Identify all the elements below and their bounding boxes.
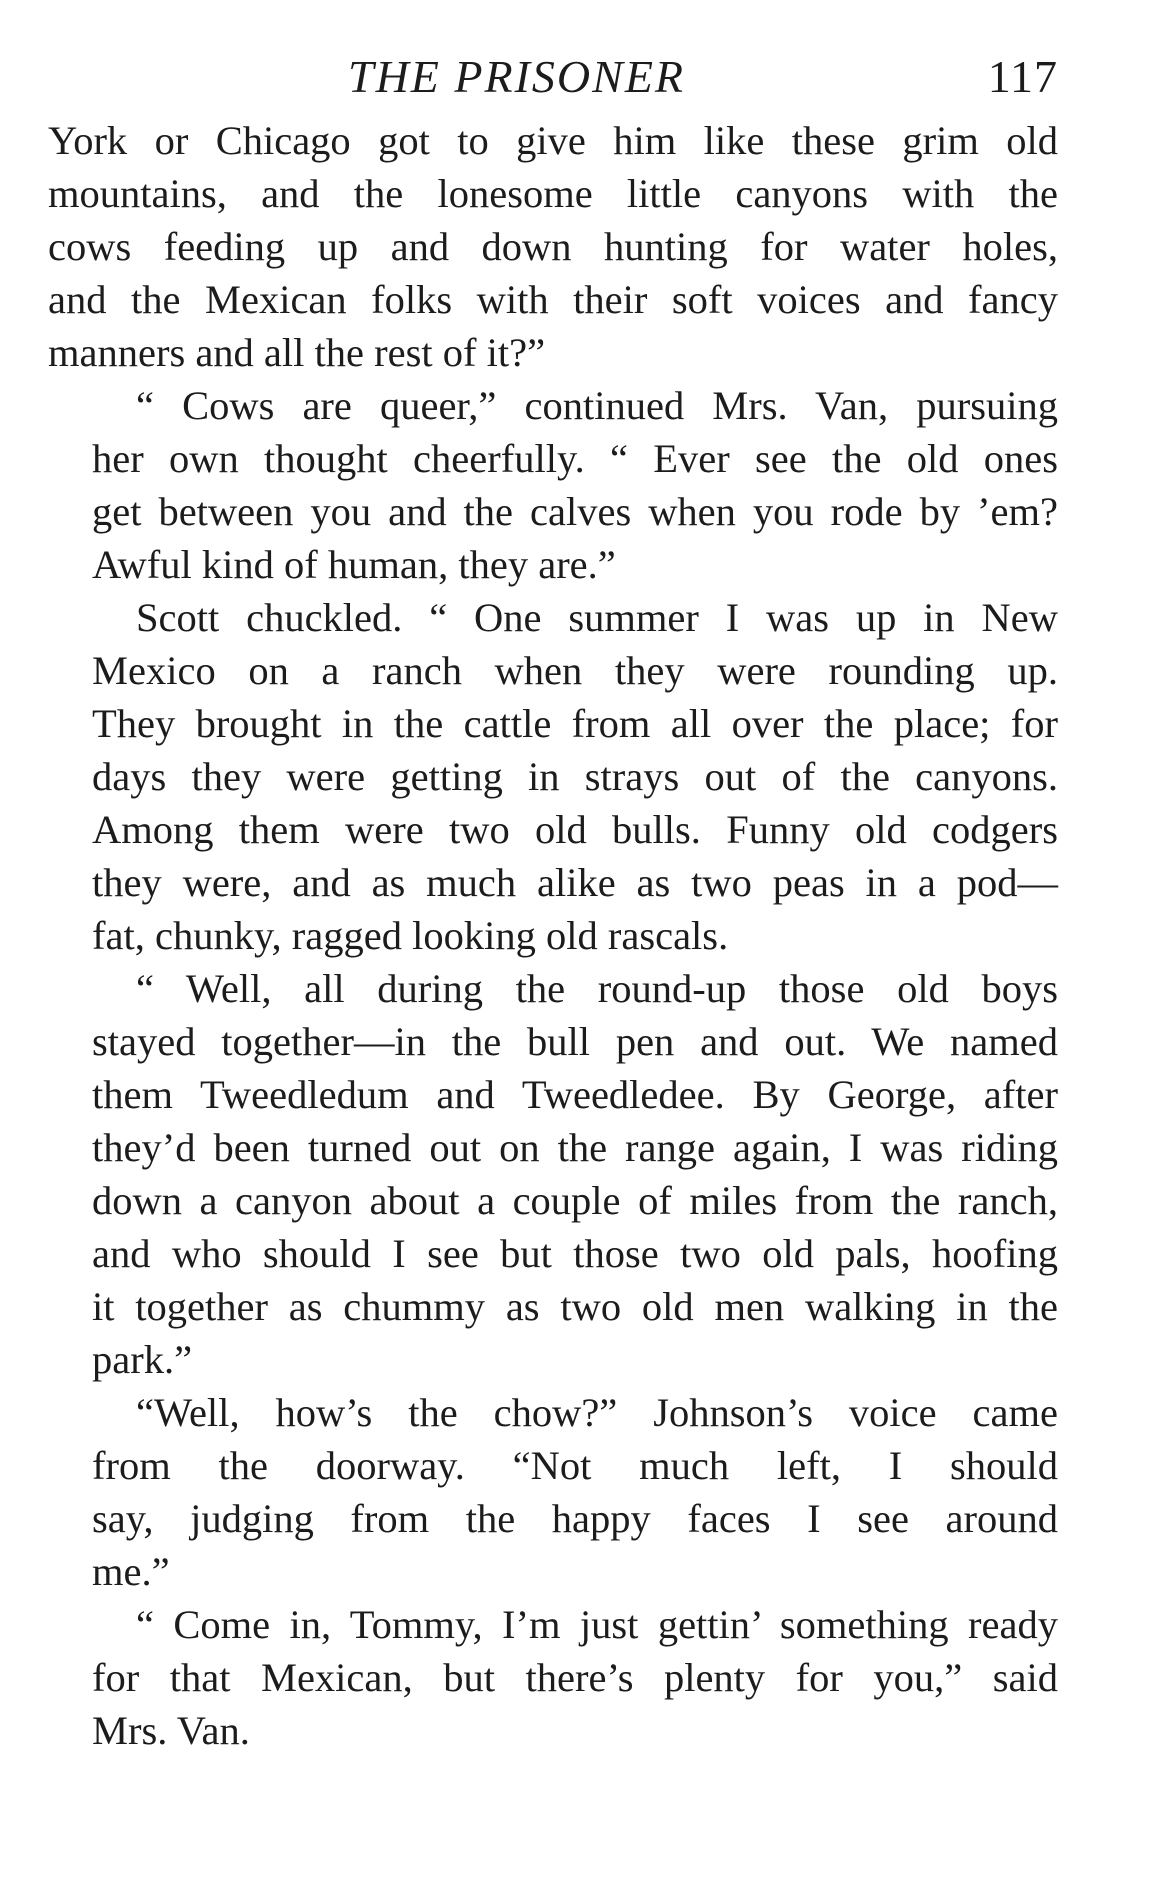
- text-line: and the Mexican folks with their soft voices and fancy: [48, 277, 1058, 322]
- text-line: park.”: [92, 1337, 193, 1382]
- text-line: “ Well, all during the round-up those old boys: [136, 966, 1058, 1011]
- text-line: Scott chuckled. “ One summer I was up in New: [136, 595, 1058, 640]
- paragraph: [48, 962, 1058, 1386]
- text-line: Awful kind of human, they are.”: [92, 542, 616, 587]
- text-line: say, judging from the happy faces I see around: [92, 1496, 1058, 1541]
- text-line: down a canyon about a couple of miles from the ranch,: [92, 1178, 1058, 1223]
- text-line: Mrs. Van.: [92, 1708, 250, 1753]
- text-line: York or Chicago got to give him like these grim old: [48, 118, 1058, 163]
- paragraph: [48, 379, 1058, 591]
- paragraph: [48, 114, 1058, 379]
- body-text: [48, 114, 1058, 1757]
- paragraph: [48, 1598, 1058, 1757]
- page-number: 117: [987, 51, 1058, 102]
- text-line: “ Cows are queer,” continued Mrs. Van, pursuing: [136, 383, 1058, 428]
- text-line: Among them were two old bulls. Funny old codgers: [92, 807, 1058, 852]
- text-line: they were, and as much alike as two peas in a pod—: [92, 860, 1058, 905]
- book-page: [48, 40, 1058, 1757]
- paragraph: [48, 591, 1058, 962]
- text-line: mountains, and the lonesome little canyons with the: [48, 171, 1058, 216]
- text-line: me.”: [92, 1549, 170, 1594]
- text-line: it together as chummy as two old men walking in the: [92, 1284, 1058, 1329]
- running-title: THE PRISONER: [348, 51, 686, 102]
- text-line: Mexico on a ranch when they were rounding up.: [92, 648, 1058, 693]
- text-line: stayed together—in the bull pen and out. We named: [92, 1019, 1058, 1064]
- text-line: her own thought cheerfully. “ Ever see the old ones: [92, 436, 1058, 481]
- running-head: [48, 40, 1058, 110]
- text-line: fat, chunky, ragged looking old rascals.: [92, 913, 729, 958]
- paragraph: [48, 1386, 1058, 1598]
- text-line: manners and all the rest of it?”: [48, 330, 546, 375]
- text-line: They brought in the cattle from all over the place; for: [92, 701, 1058, 746]
- text-line: them Tweedledum and Tweedledee. By George, after: [92, 1072, 1058, 1117]
- text-line: and who should I see but those two old pals, hoofing: [92, 1231, 1058, 1276]
- text-line: they’d been turned out on the range again, I was riding: [92, 1125, 1058, 1170]
- text-line: “ Come in, Tommy, I’m just gettin’ something ready: [136, 1602, 1058, 1647]
- text-line: days they were getting in strays out of the canyons.: [92, 754, 1058, 799]
- text-line: get between you and the calves when you rode by ’em?: [92, 489, 1058, 534]
- text-line: for that Mexican, but there’s plenty for you,” said: [92, 1655, 1058, 1700]
- text-line: “Well, how’s the chow?” Johnson’s voice came: [136, 1390, 1058, 1435]
- text-line: cows feeding up and down hunting for water holes,: [48, 224, 1058, 269]
- text-line: from the doorway. “Not much left, I should: [92, 1443, 1058, 1488]
